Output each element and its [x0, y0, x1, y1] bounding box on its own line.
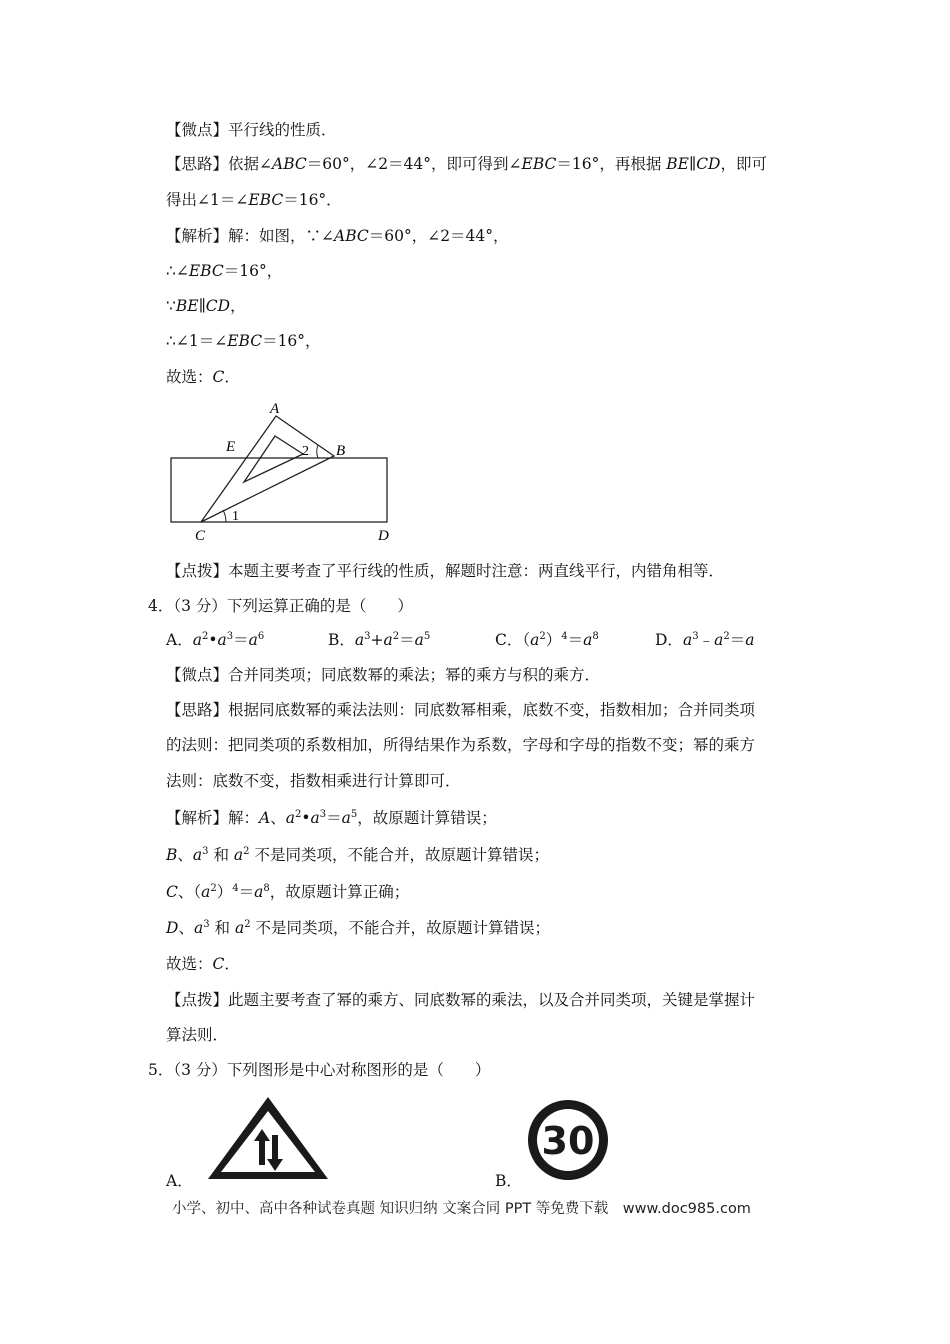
q4-jiexi-line4: D、$a^3$ 和 $a^2$ 不是同类项，不能合并，故原题计算错误； [166, 919, 550, 937]
label-D: D [378, 528, 389, 544]
label-A: A [270, 401, 280, 417]
q4-dianbo-line2: 算法则． [166, 1026, 229, 1044]
q5-option-A-label: A． [166, 1172, 193, 1190]
q4-option-D: D．$a^3﹣a^2=a$ [655, 631, 755, 649]
q3-jiexi-line3: ∵BE∥CD， [166, 297, 246, 315]
q3-jiexi-line1: 【解析】解：如图，∵∠ABC＝60°，∠2＝44°， [166, 227, 509, 245]
figure-angle1-arc [223, 510, 226, 522]
label-C: C [195, 528, 206, 544]
figure-angle2-arc [317, 445, 318, 458]
q4-option-B: B．$a^3+a^2=a^5$ [328, 631, 431, 649]
q3-jiexi-line4: ∴∠1＝∠EBC＝16°， [166, 332, 321, 350]
q3-weidian: 【微点】平行线的性质． [166, 121, 337, 139]
q3-silu-line2: 得出∠1＝∠EBC＝16°． [166, 191, 342, 209]
q3-guxuan: 故选：C． [166, 368, 240, 386]
q4-dianbo-line1: 【点拨】此题主要考查了幂的乘方、同底数幂的乘法，以及合并同类项，关键是掌握计 [166, 991, 756, 1009]
label-B: B [336, 443, 346, 459]
q4-silu-line3: 法则：底数不变，指数相乘进行计算即可． [166, 772, 461, 790]
q4-jiexi-line3: C、$(a^2)^4=a^8$，故原题计算正确； [166, 883, 410, 901]
q4-jiexi-line1: 【解析】解：A、$a^2•a^3=a^5$，故原题计算错误； [166, 809, 497, 827]
speed-limit-number: 30 [541, 1119, 595, 1163]
q4-stem: 4．（3 分）下列运算正确的是（ ） [148, 597, 413, 615]
q5-stem: 5．（3 分）下列图形是中心对称图形的是（ ） [148, 1061, 491, 1079]
q4-silu-line2: 的法则：把同类项的系数相加，所得结果作为系数，字母和字母的指数不变；幂的乘方 [166, 736, 756, 754]
figure-rectangle [171, 458, 387, 522]
q4-weidian: 【微点】合并同类项；同底数幂的乘法；幂的乘方与积的乘方． [166, 666, 601, 684]
q5-sign-B-speed-limit-icon [520, 1098, 616, 1184]
figure-outer-triangle [201, 416, 334, 522]
label-E: E [226, 439, 236, 455]
label-angle2: 2 [302, 444, 309, 459]
q4-jiexi-line2: B、$a^3$ 和 $a^2$ 不是同类项，不能合并，故原题计算错误； [166, 846, 549, 864]
q5-option-B-label: B． [495, 1172, 522, 1190]
q3-silu-line1: 【思路】依据∠ABC＝60°，∠2＝44°，即可得到∠EBC＝16°，再根据 BE∥CD，即可 [166, 155, 767, 173]
geometry-figure [160, 398, 410, 546]
q4-guxuan: 故选：C． [166, 955, 240, 973]
q3-jiexi-line2: ∴∠EBC＝16°， [166, 262, 283, 280]
q4-option-A: A．$a^2•a^3=a^6$ [166, 631, 265, 649]
q4-option-C: C．$(a^2)^4=a^8$ [495, 631, 599, 649]
page-footer: 小学、初中、高中各种试卷真题 知识归纳 文案合同 PPT 等免费下载 www.doc985.com [172, 1201, 751, 1217]
q4-silu-line1: 【思路】根据同底数幂的乘法法则：同底数幂相乘，底数不变，指数相加；合并同类项 [166, 701, 756, 719]
q5-sign-A-two-way-traffic-icon [206, 1095, 330, 1181]
q3-dianbo: 【点拨】本题主要考查了平行线的性质，解题时注意：两直线平行，内错角相等． [166, 562, 725, 580]
label-angle1: 1 [232, 509, 239, 524]
